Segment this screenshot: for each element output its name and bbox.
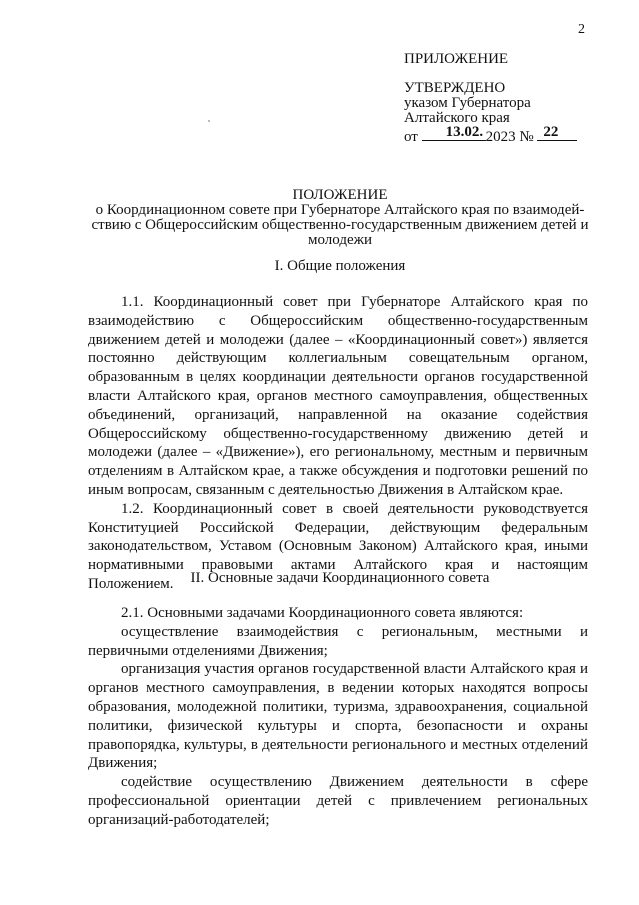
title-line-1: о Координационном совете при Губернаторе Алтайского края по взаимодей- [95,202,585,218]
approved-label: УТВЕРЖДЕНО [404,80,506,96]
section-1-body [88,293,588,594]
appendix-label: ПРИЛОЖЕНИЕ [404,51,509,67]
date-underline [422,126,486,141]
paragraph-2-task-2: организация участия органов государственной власти Алтайского края и органов местного самоуправления, в ведении которых находятся вопросы образования, молодежной политики, туризма, здравоохранения, социальной политики, физической культуры и спорта, безопасности и охраны правопорядка, культуры, в деятельности регионального и местных отделений Движения; [88,661,588,772]
title-line-3: молодежи [307,232,373,248]
title-line-2: ствию с Общероссийским общественно-государственным движением детей и [91,217,589,233]
paragraph-2-task-3: содействие осуществлению Движением деятельности в сфере профессиональной ориентации детей с привлечением региональных организаций-работодателей; [88,774,588,828]
scan-speck [208,120,210,122]
document-title [60,188,620,248]
date-prefix: от [404,129,418,145]
section-1-heading: I. Общие положения [274,258,406,274]
approval-block [404,52,577,145]
paragraph-2-task-1: осуществление взаимодействия с региональным, местными и первичными отделениями Движения; [88,623,588,659]
paragraph-1-2: 1.2. Координационный совет в своей деятельности руководствуется Конституцией Российской Федерации, действующим федеральным законодательством, Уставом (Основным Законом) Алтайского края, иными нормативными правовыми актами Алтайского края и настоящим Положением. [88,500,588,592]
paragraph-2-1: 2.1. Основными задачами Координационного совета являются: [121,605,524,621]
page-number: 2 [578,22,585,37]
title-heading: ПОЛОЖЕНИЕ [292,187,388,203]
number-underline [537,126,577,141]
approved-by-line2: Алтайского края [404,110,510,126]
decree-date: 13.02. [445,124,484,140]
decree-date-line [404,126,577,145]
section-2-body [88,604,588,830]
paragraph-1-1: 1.1. Координационный совет при Губернаторе Алтайского края по взаимодействию с Общероссийским общественно-государственным движением детей и молодежи (далее – «Координационный совет») является постоянно действующим коллегиальным совещательным органом, образованным в целях координации деятельности органов государственной власти Алтайского края, органов местного самоуправления, общественных объединений, организаций, направленной на оказание содействия Общероссийскому общественно-государственному движению детей и молодежи (далее – «Движение»), его региональному, местным и первичным отделениям в Алтайском крае, а также обсуждения и подготовки решений по иным вопросам, связанным с деятельностью Движения в Алтайском крае. [88,294,588,498]
section-2-heading: II. Основные задачи Координационного совета [190,570,490,586]
decree-year: 2023 [485,129,516,145]
number-sign: № [519,129,534,145]
decree-number: 22 [543,124,559,140]
approved-by-line1: указом Губернатора [404,95,531,111]
